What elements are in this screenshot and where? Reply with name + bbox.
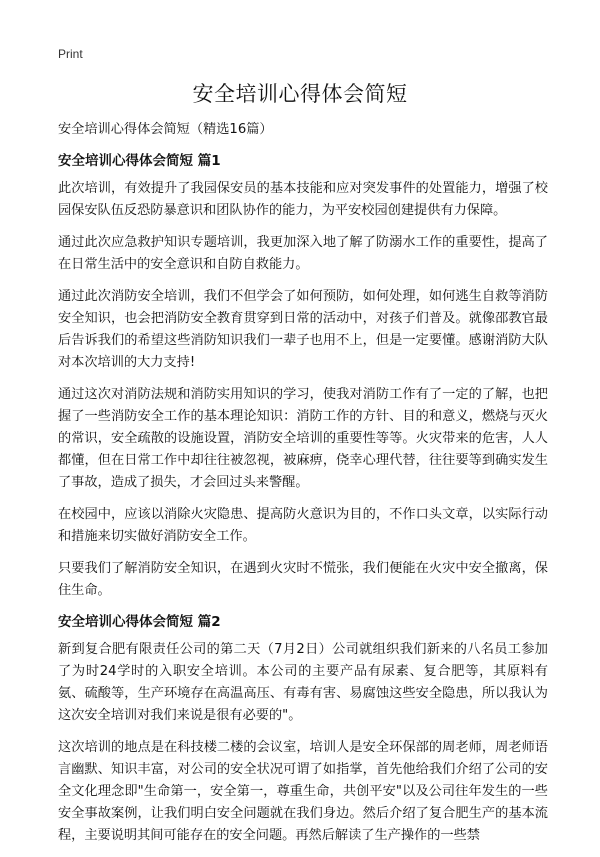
paragraph: 新到复合肥有限责任公司的第二天（7月2日）公司就组织我们新来的八名员工参加了为时24学时的入职安全培训。本公司的主要产品有尿素、复合肥等，其原料有氨、硫酸等，生产环境存在高温高压、有毒有害、易腐蚀这些安全隐患，所以我认为这次安全培训对我们来说是很有必要的"。: [58, 642, 548, 723]
document-body: [58, 120, 548, 857]
document-title: 安全培训心得体会简短: [192, 82, 408, 106]
paragraph: 只要我们了解消防安全知识，在遇到火灾时不慌张，我们便能在火灾中安全撤离，保住生命。: [58, 561, 548, 598]
paragraph: 通过此次消防安全培训，我们不但学会了如何预防，如何处理，如何逃生自救等消防安全知识，也会把消防安全教育贯穿到日常的活动中，对孩子们普及。就像邵教官最后告诉我们的希望这些消防知识我们一辈子也用不上，但是一定要懂。感谢消防大队对本次培训的大力支持!: [58, 289, 548, 370]
paragraph: 在校园中，应该以消除火灾隐患、提高防火意识为目的，不作口头文章，以实际行动和措施来切实做好消防安全工作。: [58, 507, 548, 544]
paragraph: 这次培训的地点是在科技楼二楼的会议室，培训人是安全环保部的周老师，周老师语言幽默、知识丰富，对公司的安全状况可谓了如指掌，首先他给我们介绍了公司的安全文化理念即"生命第一，安全第一，尊重生命，共创平安"以及公司往年发生的一些安全事故案例，让我们明白安全问题就在我们身边。然后介绍了复合肥生产的基本流程，主要说明其间可能存在的安全问题。再然后解读了生产操作的一些禁: [58, 740, 548, 843]
paragraph: 此次培训，有效提升了我园保安员的基本技能和应对突发事件的处置能力，增强了校园保安队伍反恐防暴意识和团队协作的能力，为平安校园创建提供有力保障。: [58, 181, 548, 218]
section-heading-1: 安全培训心得体会简短 篇1: [58, 153, 221, 169]
section-heading-2: 安全培训心得体会简短 篇2: [58, 614, 221, 630]
paragraph: 通过这次对消防法规和消防实用知识的学习，使我对消防工作有了一定的了解，也把握了一些消防安全工作的基本理论知识：消防工作的方针、目的和意义，燃烧与灭火的常识，安全疏散的设施设置，消防安全培训的重要性等等。火灾带来的危害，人人都懂，但在日常工作中却往往被忽视，被麻痹，侥幸心理代替，往往要等到确实发生了事故，造成了损失，才会回过头来警醒。: [58, 387, 548, 490]
print-link[interactable]: Print: [58, 47, 83, 61]
paragraph: 通过此次应急救护知识专题培训，我更加深入地了解了防溺水工作的重要性，提高了在日常生活中的安全意识和自防自救能力。: [58, 235, 548, 272]
document-subtitle: 安全培训心得体会简短（精选16篇）: [58, 122, 273, 137]
